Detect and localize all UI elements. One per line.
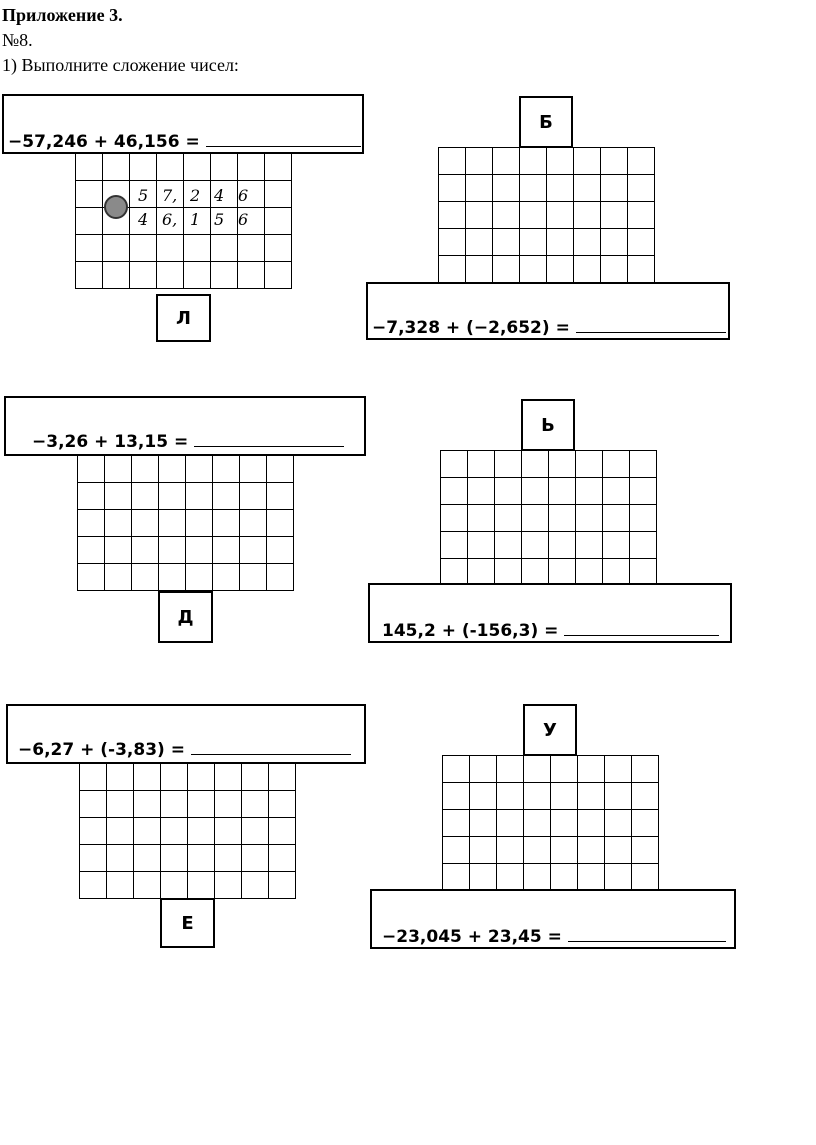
appendix-title: Приложение 3. [2, 5, 123, 25]
letter-box-5: Е [160, 898, 215, 948]
expression-box-4 [368, 583, 732, 643]
letter-box-1: Л [156, 294, 211, 342]
expression-2: −7,328 + (−2,652) = [372, 318, 570, 338]
expression-box-3 [4, 396, 366, 456]
example-row-2: 4 6, 1 5 6 [138, 210, 249, 229]
expression-4: 145,2 + (-156,3) = [382, 621, 559, 641]
answer-blank-1[interactable] [206, 144, 361, 147]
expression-box-6 [370, 889, 736, 949]
expression-box-5 [6, 704, 366, 764]
letter-box-6: У [523, 704, 577, 756]
answer-blank-2[interactable] [576, 330, 726, 333]
answer-blank-4[interactable] [564, 633, 719, 636]
expression-6: −23,045 + 23,45 = [382, 927, 562, 947]
exercise-number: №8. [2, 30, 33, 50]
expression-1: −57,246 + 46,156 = [8, 132, 200, 152]
answer-blank-6[interactable] [568, 939, 726, 942]
example-row-1: 5 7, 2 4 6 [138, 186, 249, 205]
grid-6 [442, 755, 659, 891]
grid-3 [77, 455, 294, 591]
grid-2 [438, 147, 655, 283]
expression-5: −6,27 + (-3,83) = [18, 740, 185, 760]
letter-box-3: Д [158, 591, 213, 643]
task-text: 1) Выполните сложение чисел: [2, 55, 239, 75]
expression-box-2 [366, 282, 730, 340]
grid-4 [440, 450, 657, 586]
answer-blank-5[interactable] [191, 752, 351, 755]
expression-box-1 [2, 94, 364, 154]
letter-box-4: Ь [521, 399, 575, 451]
minus-sign-dot [104, 195, 128, 219]
answer-blank-3[interactable] [194, 444, 344, 447]
expression-3: −3,26 + 13,15 = [32, 432, 189, 452]
grid-5 [79, 763, 296, 899]
letter-box-2: Б [519, 96, 573, 148]
